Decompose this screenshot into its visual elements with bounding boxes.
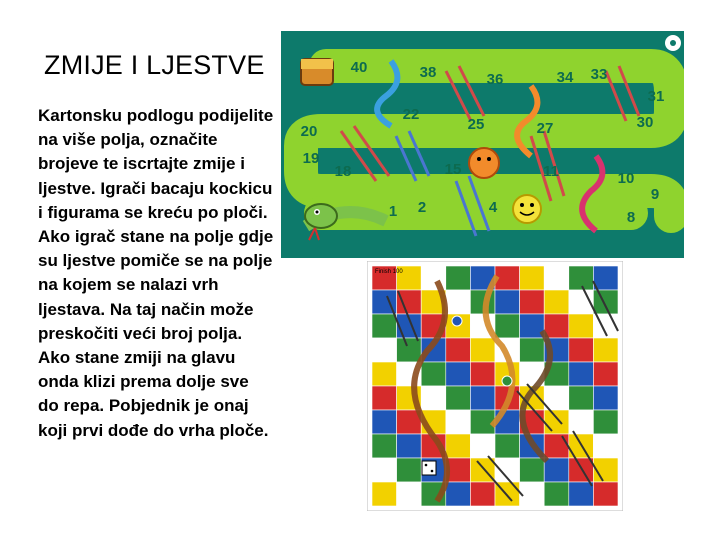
board-cell <box>372 482 397 506</box>
board-cell <box>593 290 618 314</box>
board-cell <box>397 290 422 314</box>
board-cell <box>446 338 471 362</box>
board-cell <box>520 338 545 362</box>
board-cell <box>520 458 545 482</box>
tile-number: 11 <box>543 163 559 180</box>
board-cell <box>544 434 569 458</box>
smiley-face-token <box>513 195 541 223</box>
treasure-chest-icon <box>301 59 333 85</box>
board-cell <box>446 482 471 506</box>
gear-icon[interactable] <box>665 35 681 51</box>
board-cell <box>495 434 520 458</box>
tile-number: 1 <box>388 203 398 220</box>
board-cell <box>372 338 397 362</box>
board-cell <box>495 314 520 338</box>
tile-number: 27 <box>536 120 554 137</box>
board-cell <box>446 266 471 290</box>
board-cell <box>593 362 618 386</box>
board-cell <box>593 338 618 362</box>
board-cell <box>446 290 471 314</box>
tile-number: 15 <box>444 161 462 178</box>
tile-number: 8 <box>626 209 636 226</box>
board-cell <box>544 314 569 338</box>
tile-number: 33 <box>590 66 608 83</box>
board-cell <box>520 266 545 290</box>
tile-number: 31 <box>647 88 665 105</box>
board-cell <box>569 266 594 290</box>
board-cell <box>372 458 397 482</box>
board-cell <box>593 386 618 410</box>
board-cell <box>470 362 495 386</box>
tile-number: 25 <box>467 116 485 133</box>
board-cell <box>520 290 545 314</box>
board-cell <box>520 482 545 506</box>
finish-label: Finish 100 <box>375 269 403 275</box>
board-cell <box>470 482 495 506</box>
board-cell <box>569 338 594 362</box>
slide-body-text <box>38 104 274 443</box>
board-cell <box>470 410 495 434</box>
board-cell <box>520 314 545 338</box>
board-cell <box>446 434 471 458</box>
board-cell <box>397 482 422 506</box>
board-cell <box>421 386 446 410</box>
tile-number: 2 <box>417 199 427 216</box>
board-cell <box>372 362 397 386</box>
board-cell <box>569 482 594 506</box>
board-cell <box>544 458 569 482</box>
board-cell <box>446 362 471 386</box>
dice-icon <box>422 461 436 475</box>
tile-number: 20 <box>300 123 318 140</box>
board-cell <box>569 386 594 410</box>
tile-number: 4 <box>488 199 498 216</box>
board-cell <box>446 386 471 410</box>
body-paragraph: Kartonsku podlogu podijelite na više polja, označite brojeve te iscrtajte zmije i ljestve. Igrači bacaju kockicu i figurama se kreću po ploči. Ako igrač stane na polje gdje su ljestve pomiče se na polje na kojem se nalazi vrh ljestava. Na taj način može preskočiti veći broj polja. Ako stane zmiji na glavu onda klizi prema dolje sve do repa. Pobjednik je onaj koji prvi dođe do vrha ploče. <box>38 106 274 440</box>
board-cell <box>569 362 594 386</box>
tile-number: 19 <box>302 150 320 167</box>
tile-number: 40 <box>350 59 368 76</box>
board-cell <box>397 434 422 458</box>
board-cell <box>544 410 569 434</box>
board-cell <box>446 410 471 434</box>
board-cell <box>421 362 446 386</box>
board-cell <box>470 434 495 458</box>
orange-face-token <box>469 148 499 178</box>
board-cell <box>569 314 594 338</box>
tile-number: 9 <box>650 186 660 203</box>
board-cell <box>372 434 397 458</box>
board-cell <box>372 410 397 434</box>
tile-number: 22 <box>402 106 420 123</box>
board-cell <box>569 410 594 434</box>
top-board-image <box>281 31 684 258</box>
board-cell <box>470 386 495 410</box>
board-cell <box>593 410 618 434</box>
board-cell <box>593 266 618 290</box>
tile-number: 10 <box>617 170 635 187</box>
board-cell <box>593 482 618 506</box>
tile-number: 36 <box>486 71 504 88</box>
board-cell <box>569 458 594 482</box>
tile-number: 38 <box>419 64 437 81</box>
board-cell <box>544 482 569 506</box>
board-cell <box>544 290 569 314</box>
slide-title: ZMIJE I LJESTVE <box>44 50 265 80</box>
board-cell <box>372 314 397 338</box>
board-cell <box>593 434 618 458</box>
board-cell <box>372 386 397 410</box>
board-cell <box>397 458 422 482</box>
board-cell <box>544 266 569 290</box>
tile-number: 30 <box>636 114 654 131</box>
tile-number: 18 <box>334 163 352 180</box>
tile-number: 34 <box>556 69 574 86</box>
board-cell <box>495 290 520 314</box>
board-cell <box>397 338 422 362</box>
bottom-board-image <box>367 261 623 511</box>
board-cell <box>470 338 495 362</box>
